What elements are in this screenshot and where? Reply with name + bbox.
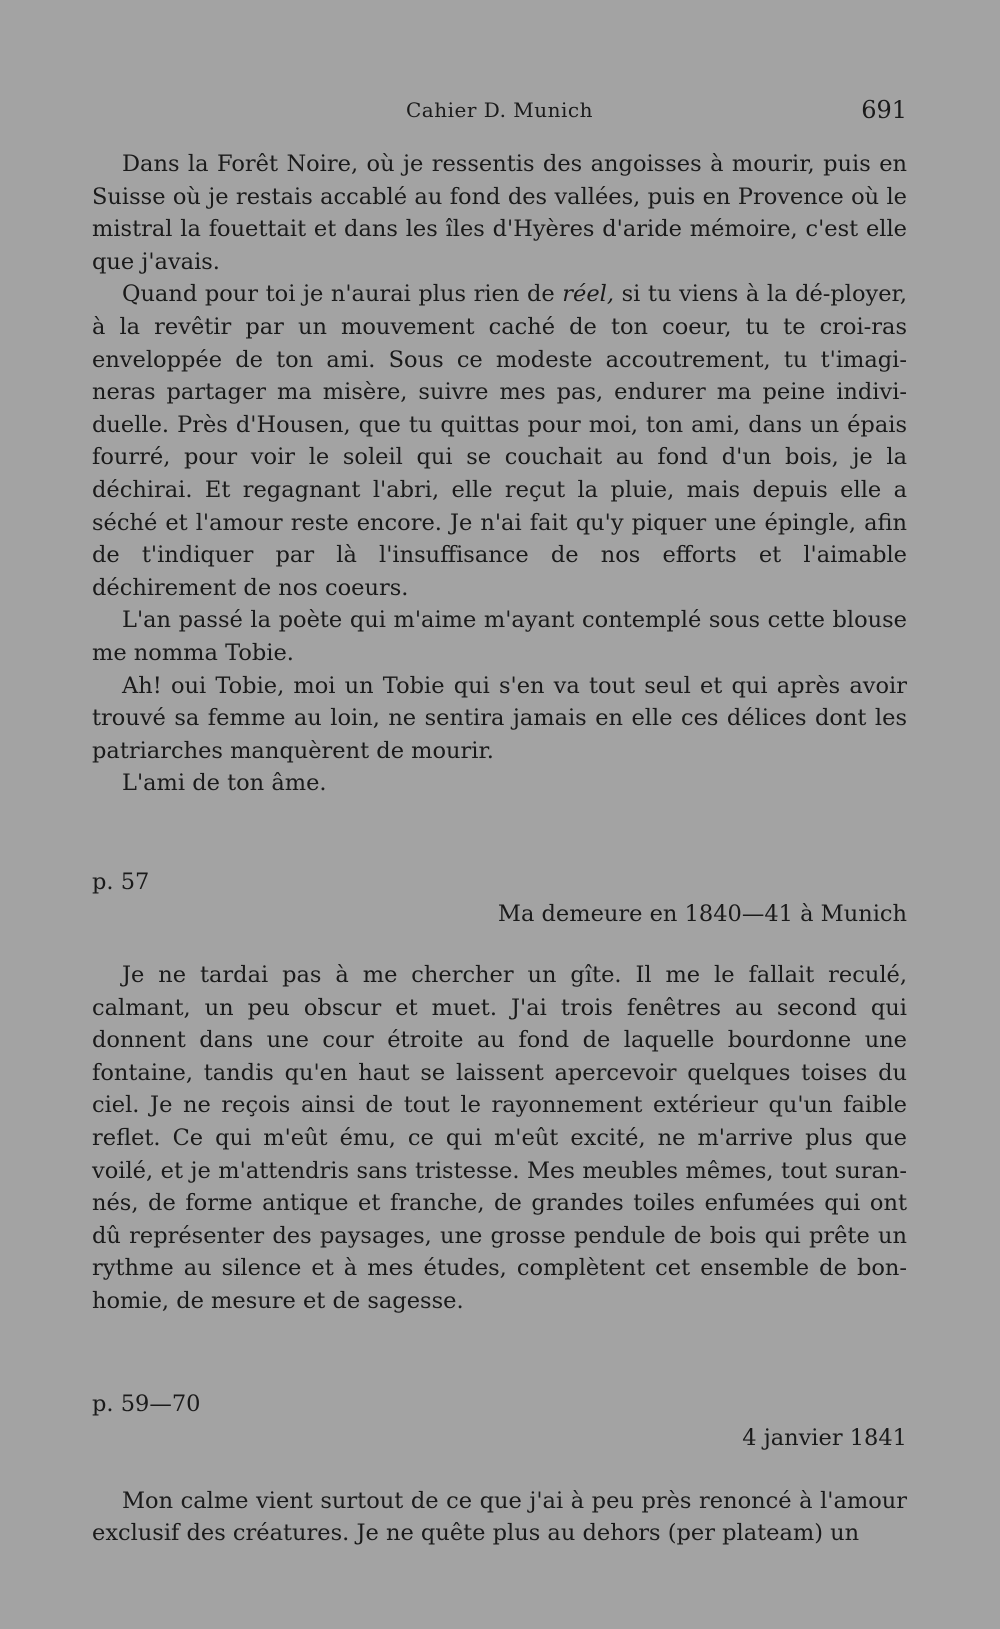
page-reference: p. 59—70 [92, 1390, 201, 1417]
paragraph: Ah! oui Tobie, moi un Tobie qui s'en va tout seul et qui après avoir trouvé sa femme au loin, ne sentira jamais en elle ces délices dont les patriarches manquèrent de mourir. [92, 672, 907, 764]
signoff: L'ami de ton âme. [122, 770, 327, 797]
paragraph: Je ne tardai pas à me chercher un gîte. Il me le fallait reculé, calmant, un peu obscur et muet. J'ai trois fenêtres au second qui donnent dans une cour étroite au fond de laquelle bourdonne une fontaine, tandis qu'en haut se laissent apercevoir quelques toises du ciel. Je ne reçois ainsi de tout le rayonnement extérieur qu'un faible reflet. Ce qui m'eût ému, ce qui m'eût excité, ne m'arrive plus que voilé, et je m'attendris sans tristesse. Mes meubles mêmes, tout suran-nés, de forme antique et franche, de grandes toiles enfumées qui ont dû représenter des paysages, une grosse pendule de bois qui prête un rythme au silence et à mes études, complètent cet ensemble de bon-homie, de mesure et de sagesse. [92, 962, 907, 1314]
running-title: Cahier D. Munich [405, 98, 593, 122]
section-4-janvier [92, 1388, 907, 1550]
paragraph: Dans la Forêt Noire, où je ressentis des angoisses à mourir, puis en Suisse où je restais accablé au fond des vallées, puis en Provence où le mistral la fouettait et dans les îles d'Hyères d'aride mémoire, c'est elle que j'avais. [92, 151, 907, 275]
section-text-block [92, 1485, 907, 1550]
section-text-block [92, 959, 907, 1318]
running-head [92, 90, 907, 130]
date-heading: 4 janvier 1841 [742, 1425, 907, 1452]
page-number: 691 [861, 96, 907, 124]
paragraph-text: Quand pour toi je n'aurai plus rien de [122, 281, 563, 308]
paragraph: L'an passé la poète qui m'aime m'ayant contemplé sous cette blouse me nomma Tobie. [92, 607, 907, 666]
paragraph: Mon calme vient surtout de ce que j'ai à peu près renoncé à l'amour exclusif des créatures. Je ne quête plus au dehors (per plateam) un [92, 1487, 907, 1547]
letter-text [92, 148, 907, 800]
section-ma-demeure [92, 866, 907, 1318]
paragraph [92, 278, 907, 604]
page-reference: p. 57 [92, 868, 150, 895]
paragraph-text: si tu viens à la dé-ployer, à la revêtir par un mouvement caché de ton coeur, tu te croi-ras enveloppée de ton ami. Sous ce modeste accoutrement, tu t'imagi-neras partager ma misère, suivre mes pas, endurer ma peine indivi-duelle. Près d'Housen, que tu quittas pour moi, ton ami, dans un épais fourré, pour voir le soleil qui se couchait au fond d'un bois, je la déchirai. Et regagnant l'abri, elle reçut la pluie, mais depuis elle a séché et l'amour reste encore. Je n'ai fait qu'y piquer une épingle, afin de t'indiquer par là l'insuffisance de nos efforts et l'aimable déchirement de nos coeurs. [92, 281, 907, 601]
italic-word: réel, [562, 281, 614, 308]
book-page [92, 90, 907, 1550]
section-heading: Ma demeure en 1840—41 à Munich [497, 901, 907, 928]
